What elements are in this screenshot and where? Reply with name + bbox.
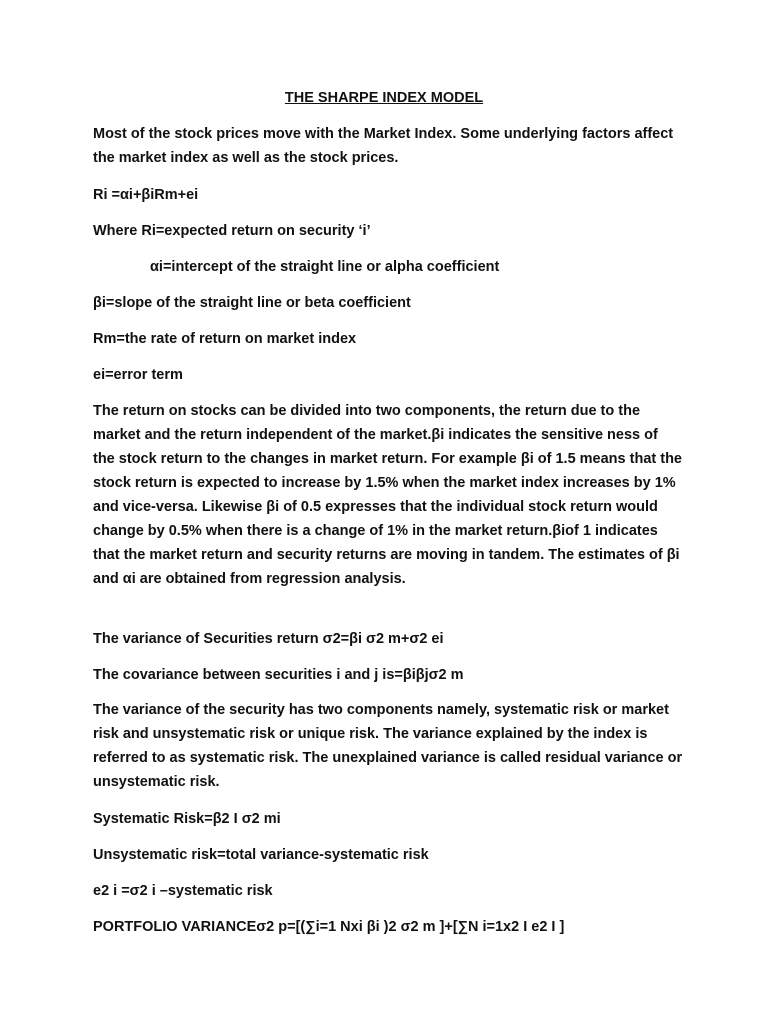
covariance-formula: The covariance between securities i and j is=βiβjσ2 m xyxy=(93,667,464,683)
portfolio-variance-formula: PORTFOLIO VARIANCEσ2 p=[(∑i=1 Nxi βi )2 σ2 m ]+[∑N i=1x2 I e2 I ] xyxy=(93,919,565,935)
document-title: THE SHARPE INDEX MODEL xyxy=(284,90,484,106)
systematic-risk-formula: Systematic Risk=β2 I σ2 mi xyxy=(93,811,281,827)
intro-paragraph: Most of the stock prices move with the Market Index. Some underlying factors affect the market index as well as the stock prices. xyxy=(93,126,674,166)
residual-variance-formula: e2 i =σ2 i –systematic risk xyxy=(93,883,273,899)
return-paragraph: The return on stocks can be divided into two components, the return due to the market and the return independent of the market.βi indicates the sensitive ness of the stock return to the changes in market return. For example βi of 1.5 means that the stock return is expected to increase by 1.5% when the market index increases by 1% and vice-versa. Likewise βi of 0.5 expresses that the individual stock return would change by 0.5% when there is a change of 1% in the market return.βiof 1 indicates that the market return and security returns are moving in tandem. The estimates of βi and αi are obtained from regression analysis. xyxy=(93,403,682,587)
definition-error-term: ei=error term xyxy=(93,367,183,383)
definition-beta: βi=slope of the straight line or beta coefficient xyxy=(93,295,411,311)
definition-rm: Rm=the rate of return on market index xyxy=(93,331,357,347)
definition-ri: Where Ri=expected return on security ‘i’ xyxy=(93,223,371,239)
variance-paragraph: The variance of the security has two components namely, systematic risk or market risk and unsystematic risk or unique risk. The variance explained by the index is referred to as systematic risk. The unexplained variance is called residual variance or unsystematic risk. xyxy=(93,702,683,790)
unsystematic-risk-formula: Unsystematic risk=total variance-systematic risk xyxy=(93,847,429,863)
formula-main: Ri =αi+βiRm+ei xyxy=(93,187,199,203)
definition-alpha: αi=intercept of the straight line or alpha coefficient xyxy=(150,259,500,275)
variance-formula: The variance of Securities return σ2=βi σ2 m+σ2 ei xyxy=(93,631,444,647)
